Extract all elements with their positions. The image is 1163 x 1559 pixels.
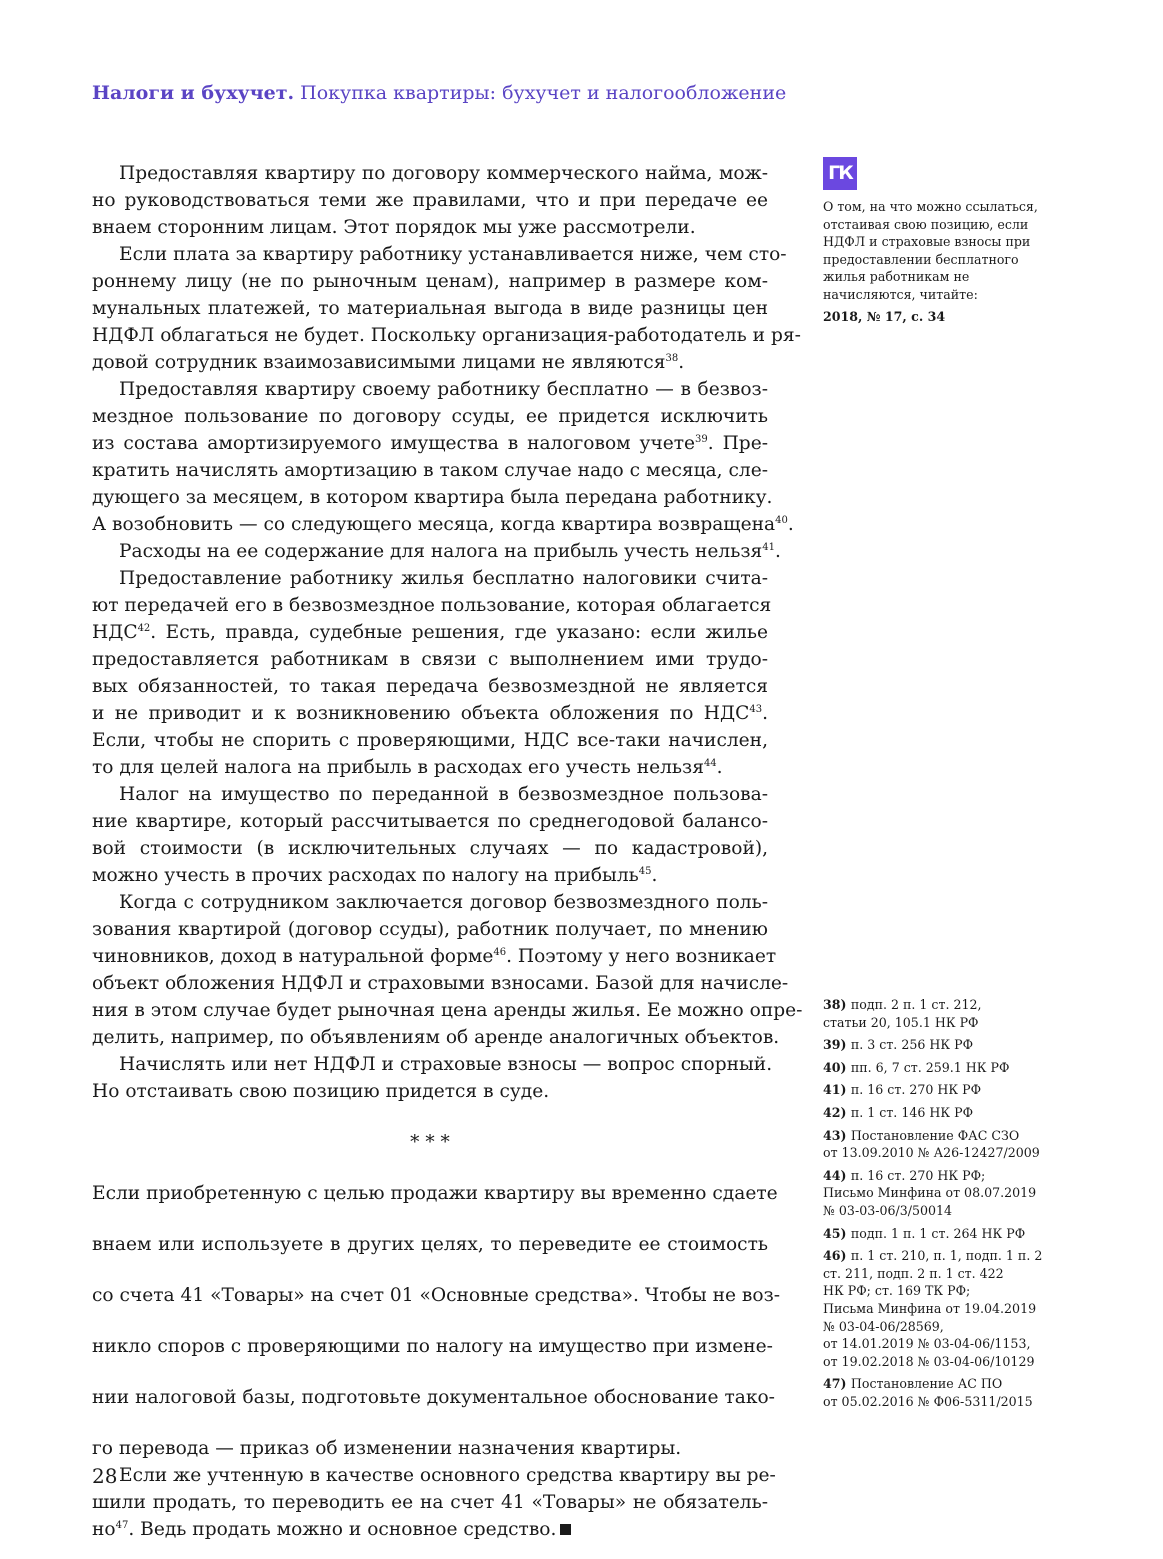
footnote: 45) подп. 1 п. 1 ст. 264 НК РФ (823, 1225, 1026, 1241)
text-line: ние квартире, который рассчитывается по среднегодовой балансо- (92, 811, 768, 832)
end-of-article-mark (560, 1524, 571, 1535)
footnote: 42) п. 1 ст. 146 НК РФ (823, 1104, 974, 1120)
text-line: А возобновить — со следующего месяца, когда квартира возвращена$^{40}$. (92, 514, 794, 535)
text-line: Если же учтенную в качестве основного средства квартиру вы ре- (119, 1465, 776, 1486)
footnote: 46) п. 1 ст. 210, п. 1, подп. 1 п. 2 ст. 211, подп. 2 п. 1 ст. 422 НК РФ; ст. 169 ТК РФ; Письма Минфина от 19.04.2019 № 03-04-06/28569, от 14.01.2019 № 03-04-06/1153, от 19.02.2018 № 03-04-06/10129 (823, 1248, 1043, 1369)
text-line: мунальных платежей, то материальная выгода в виде разницы цен (92, 298, 768, 319)
text-line: внаем сторонним лицам. Этот порядок мы уже рассмотрели. (92, 217, 696, 238)
text-line: Если, чтобы не спорить с проверяющими, НДС все-таки начислен, (92, 730, 768, 751)
text-line: зования квартирой (договор ссуды), работник получает, по мнению (92, 919, 768, 940)
paragraph (92, 1462, 776, 1543)
text-line: $но^{47}$. Ведь продать можно и основное средство. (92, 1516, 768, 1543)
cross-reference (823, 198, 1053, 325)
text-line: НДФЛ облагаться не будет. Поскольку организация-работодатель и ря- (92, 325, 801, 346)
article-body (92, 160, 803, 1543)
text-line: Предоставляя квартиру своему работнику бесплатно — в безвоз- (119, 379, 768, 400)
footnote: 47) Постановление АС ПО от 05.02.2016 № Ф06-5311/2015 (823, 1376, 1033, 1409)
paragraph (92, 565, 772, 781)
text-line: * * * (410, 1132, 450, 1153)
text-line: довой сотрудник взаимозависимыми лицами не являются$^{38}$. (92, 352, 685, 373)
text-line: ния в этом случае будет рыночная цена аренды жилья. Ее можно опре- (92, 1000, 803, 1021)
text-line: из состава амортизируемого имущества в налоговом учете$^{39}$. Пре- (92, 433, 768, 454)
text-line: Расходы на ее содержание для налога на прибыль учесть нельзя$^{41}$. (119, 541, 781, 562)
footnote: 38) подп. 2 п. 1 ст. 212, статьи 20, 105.1 НК РФ (823, 997, 982, 1030)
text-line: вой стоимости (в исключительных случаях — по кадастровой), (92, 838, 768, 859)
footnotes (823, 996, 1053, 1415)
text-line: делить, например, по объявлениям об аренде аналогичных объектов. (92, 1027, 780, 1048)
text-line: Начислять или нет НДФЛ и страховые взносы — вопрос спорный. (119, 1054, 773, 1075)
footnote: 41) п. 16 ст. 270 НК РФ (823, 1082, 982, 1098)
text-line: предоставляется работникам в связи с выполнением ими трудо- (92, 649, 768, 670)
footnote-number: 44) (823, 1167, 851, 1183)
text-line: Если приобретенную с целью продажи квартиру вы временно сдаете (92, 1183, 778, 1204)
gk-logo: ГК (823, 157, 857, 190)
article-title: Покупка квартиры: бухучет и налогообложение (300, 82, 787, 104)
footnote-number: 38) (823, 997, 851, 1012)
text-line: можно учесть в прочих расходах по налогу на прибыль$^{45}$. (92, 865, 658, 886)
section-label: Налоги и бухучет. (92, 82, 295, 104)
text-line: роннему лицу (не по рыночным ценам), например в размере ком- (92, 271, 768, 292)
section-separator (92, 1129, 768, 1156)
text-line: дующего за месяцем, в котором квартира была передана работнику. (92, 487, 773, 508)
text-line: шили продать, то переводить ее на счет 41 «Товары» не обязатель- (92, 1492, 768, 1513)
footnote-ref[interactable]: 45 (638, 866, 652, 877)
footnote-number: 41) (823, 1082, 851, 1098)
paragraph (92, 781, 768, 889)
footnote: 43) Постановление ФАС СЗО от 13.09.2010 № А26-12427/2009 (823, 1127, 1040, 1161)
footnote-number: 46) (823, 1248, 851, 1264)
footnote: 40) пп. 6, 7 ст. 259.1 НК РФ (823, 1059, 1010, 1075)
footnote-number: 40) (823, 1059, 851, 1075)
text-line: но руководствоваться теми же правилами, что и при передаче ее (92, 190, 768, 211)
footnote-ref[interactable]: 39 (695, 434, 708, 445)
footnote-ref[interactable]: 40 (775, 515, 788, 526)
footnote-ref[interactable]: 42 (137, 623, 151, 634)
footnote-number: 39) (823, 1037, 851, 1053)
text-line: кратить начислять амортизацию в таком случае надо с месяца, сле- (92, 460, 768, 481)
footnote-number: 47) (823, 1376, 851, 1392)
footnote-number: 45) (823, 1225, 851, 1241)
footnote-number: 42) (823, 1104, 851, 1120)
paragraph (92, 538, 781, 565)
text-line: мездное пользование по договору ссуды, ее придется исключить (92, 406, 768, 427)
text-line: со счета 41 «Товары» на счет 01 «Основные средства». Чтобы не воз- (92, 1285, 781, 1306)
text-line: чиновников, доход в натуральной форме$^{46}$. Поэтому у него возникает (92, 946, 777, 967)
text-line: го перевода — приказ об изменении назначения квартиры. (92, 1438, 682, 1459)
text-line: НДС$^{42}$. Есть, правда, судебные решения, где указано: если жилье (92, 622, 768, 643)
paragraph (92, 376, 794, 538)
text-line: то для целей налога на прибыль в расходах его учесть нельзя$^{44}$. (92, 757, 723, 778)
page-number: 28 (92, 1464, 118, 1488)
footnote-ref[interactable]: 44 (703, 758, 717, 769)
footnote-ref[interactable]: 41 (762, 542, 775, 553)
text-line: Когда с сотрудником заключается договор безвозмездного поль- (119, 892, 768, 913)
footnote-ref[interactable]: 46 (493, 947, 507, 958)
paragraph (92, 1180, 781, 1462)
footnote-ref[interactable]: 47 (115, 1520, 129, 1531)
text-line: вых обязанностей, то такая передача безвозмездной не является (92, 676, 768, 697)
text-line: объект обложения НДФЛ и страховыми взносами. Базой для начисле- (92, 973, 789, 994)
footnote-ref[interactable]: 43 (749, 704, 763, 715)
text-line: Если плата за квартиру работнику устанавливается ниже, чем сто- (119, 244, 787, 265)
text-line: Предоставление работнику жилья бесплатно налоговики счита- (119, 568, 768, 589)
running-header (92, 82, 786, 104)
text-line: и не приводит и к возникновению объекта обложения по НДС$^{43}$. (92, 703, 768, 724)
paragraph (92, 889, 803, 1051)
text-line: Налог на имущество по переданной в безвозмездное пользова- (119, 784, 768, 805)
text-line: ют передачей его в безвозмездное пользование, которая облагается (92, 595, 772, 616)
cross-reference-link[interactable]: 2018, № 17, с. 34 (823, 308, 946, 324)
footnote: 39) п. 3 ст. 256 НК РФ (823, 1037, 974, 1053)
text-line: никло споров с проверяющими по налогу на имущество при измене- (92, 1336, 773, 1357)
paragraph (92, 1051, 773, 1105)
cross-reference-text: О том, на что можно ссылаться, отстаивая свою позицию, если НДФЛ и страховые взносы при предоставлении бесплатного жилья работникам не начисляются, читайте: (823, 199, 1038, 302)
paragraph (92, 160, 768, 241)
footnote-number: 43) (823, 1127, 851, 1143)
text-line: нии налоговой базы, подготовьте документальное обоснование тако- (92, 1387, 775, 1408)
text-line: Но отстаивать свою позицию придется в суде. (92, 1081, 550, 1102)
text-line: Предоставляя квартиру по договору коммерческого найма, мож- (119, 163, 768, 184)
footnote-ref[interactable]: 38 (665, 353, 679, 364)
paragraph (92, 241, 801, 376)
footnote: 44) п. 16 ст. 270 НК РФ; Письмо Минфина от 08.07.2019 № 03-03-06/3/50014 (823, 1167, 1037, 1218)
text-line: внаем или используете в других целях, то переведите ее стоимость (92, 1234, 768, 1255)
